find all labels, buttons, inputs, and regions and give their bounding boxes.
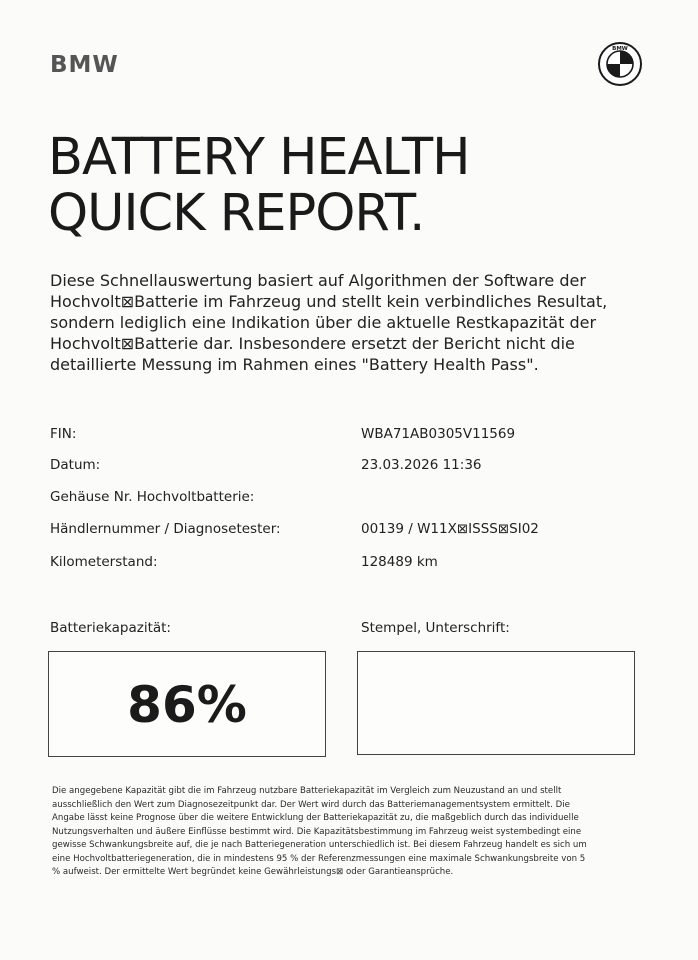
roundel-text: BMW	[612, 46, 628, 53]
intro-line: Hochvolt⊠Batterie im Fahrzeug und stellt kein verbindliches Resultat,	[50, 292, 608, 311]
disclaimer-line: Angabe lässt keine Prognose über die weitere Entwicklung der Batteriekapazität zu, die maßgeblich durch das individuelle	[52, 813, 579, 823]
disclaimer-line: ausschließlich den Wert zum Diagnosezeitpunkt dar. Der Wert wird durch das Batteriemanagementsystem ermittelt. Die	[52, 799, 570, 810]
kilometerstand-label: Kilometerstand:	[50, 554, 158, 570]
gehaeuse-label: Gehäuse Nr. Hochvoltbatterie:	[50, 489, 255, 505]
capacity-label: Batteriekapazität:	[50, 620, 171, 636]
disclaimer-paragraph	[52, 785, 642, 880]
page-title	[48, 130, 469, 242]
intro-line: Hochvolt⊠Batterie dar. Insbesondere ersetzt der Bericht nicht die	[50, 334, 575, 353]
disclaimer-line: Die angegebene Kapazität gibt die im Fahrzeug nutzbare Batteriekapazität im Vergleich zum Neuzustand an und stellt	[52, 786, 562, 796]
kilometerstand-value: 128489 km	[361, 554, 438, 570]
haendler-value: 00139 / W11X⊠ISSS⊠SI02	[361, 521, 539, 537]
intro-line: detaillierte Messung im Rahmen eines "Battery Health Pass".	[50, 355, 539, 374]
haendler-label: Händlernummer / Diagnosetester:	[50, 521, 281, 537]
brand-wordmark: BMW	[50, 52, 119, 78]
bmw-roundel-icon	[598, 42, 642, 86]
disclaimer-line: eine Hochvoltbatteriegeneration, die in mindestens 95 % der Referenzmessungen eine maximale Schwankungsbreite von 5	[52, 853, 586, 864]
disclaimer-line: Nutzungsverhalten und äußere Einflüsse bestimmt wird. Die Kapazitätsbestimmung im Fahrzeug weist systembedingt eine	[52, 826, 582, 837]
datum-value: 23.03.2026 11:36	[361, 457, 482, 473]
title-line-2: QUICK REPORT.	[48, 184, 425, 243]
intro-paragraph	[50, 270, 610, 375]
fin-value: WBA71AB0305V11569	[361, 426, 516, 442]
signature-box	[357, 651, 635, 755]
disclaimer-line: % aufweist. Der ermittelte Wert begründet keine Gewährleistungs⊠ oder Garantieansprüche.	[52, 867, 454, 877]
title-line-1: BATTERY HEALTH	[48, 128, 470, 187]
capacity-box	[48, 651, 326, 757]
fin-label: FIN:	[50, 426, 77, 442]
intro-line: sondern lediglich eine Indikation über die aktuelle Restkapazität der	[50, 313, 597, 332]
capacity-value: 86%	[127, 676, 247, 734]
signature-label: Stempel, Unterschrift:	[361, 620, 510, 636]
disclaimer-line: gewisse Schwankungsbreite auf, die je nach Batteriegeneration unterschiedlich ist. Bei diesem Fahrzeug handelt es sich um	[52, 840, 587, 850]
intro-line: Diese Schnellauswertung basiert auf Algorithmen der Software der	[50, 271, 586, 290]
datum-label: Datum:	[50, 457, 101, 473]
